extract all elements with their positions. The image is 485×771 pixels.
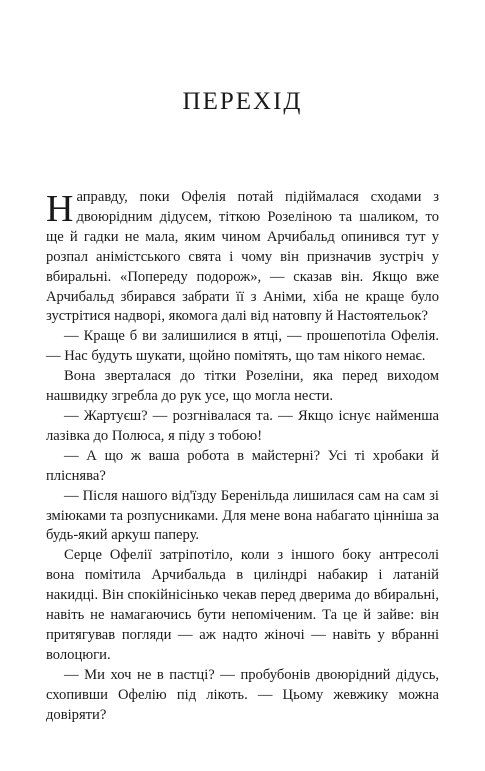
chapter-title: ПЕРЕХІД xyxy=(182,88,303,115)
paragraph-4: — Жартуєш? — розгнівалася та. — Якщо існує найменша лазівка до Полюса, я піду з тобою! xyxy=(46,407,439,444)
paragraph-5: — А що ж ваша робота в майстерні? Усі ті хробаки й пліснява? xyxy=(46,447,439,484)
paragraph-1 xyxy=(46,188,439,327)
drop-cap: Н xyxy=(46,188,74,230)
paragraph-8: — Ми хоч не в пастці? — пробубонів двоюрідний дідусь, схопивши Офелію під лікоть. — Цьому жевжику можна довіряти? xyxy=(46,666,439,723)
paragraph-6: — Після нашого від'їзду Беренільда лишилася сам на сам зі зміюками та розпусниками. Для мене вона набагато цінніша за будь-який аркуш паперу. xyxy=(46,487,439,544)
paragraph-3: Вона зверталася до тітки Розеліни, яка перед виходом нашвидку згребла до рук усе, що могла нести. xyxy=(46,368,439,405)
paragraph-7: Серце Офелії затріпотіло, коли з іншого боку антресолі вона помітила Арчибальда в циліндрі набакир і латаній накидці. Він спокійнісінько чекав перед дверима до вбиральні, навіть не намагаючись бути непоміченим. Та це й зайве: він притягував погляди — аж надто жіночі — навіть у вбранні волоцюги. xyxy=(46,547,439,663)
paragraph-2: — Краще б ви залишилися в ятці, — прошепотіла Офелія. — Нас будуть шукати, щойно помітять, що там нікого немає. xyxy=(46,328,439,365)
paragraph-1-text: аправду, поки Офелія потай підіймалася сходами з двоюрідним дідусем, тіткою Розеліною та шаликом, то ще й гадки не мала, яким чином Арчибальд опинився тут у розпал аніміcтського свята і чому він призначив зустріч у вбиральні. «Попереду подорож», — сказав він. Якщо вже Арчибальд збирався забрати її з Аніми, хіба не краще було зустрітися надворі, якомога далі від натовпу й Настоятельок? xyxy=(46,189,439,325)
chapter-text xyxy=(46,188,439,725)
